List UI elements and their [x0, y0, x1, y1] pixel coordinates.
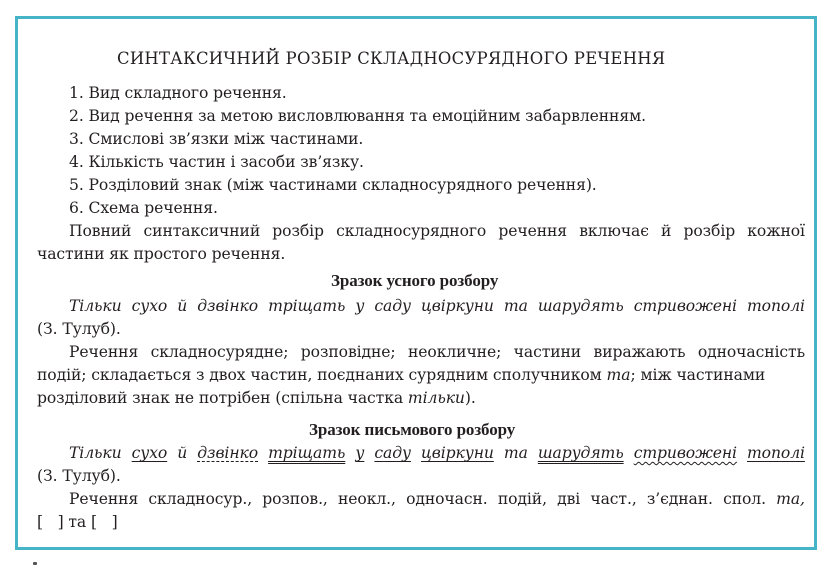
step-1: 1. Вид складного речення. [69, 84, 287, 102]
step-5: 5. Розділовий знак (між частинами складносурядного речення). [69, 176, 597, 194]
scheme-close-bracket-2: ] [111, 513, 118, 531]
oral-analysis-line-1: Речення складносурядне; розповідне; неокличне; частини виражають одночасність [69, 343, 805, 361]
note-line-2: частини як простого речення. [37, 245, 286, 263]
sentence-scheme [37, 511, 118, 533]
written-example-line-1: Тільки сухо й дзвінко тріщать у саду цвіркуни та шарудять стривожені тополі [69, 444, 805, 462]
rule-box [15, 16, 817, 550]
oral-example-line-2: (З. Тулуб). [37, 320, 121, 338]
scheme-close-bracket-1: ] [57, 513, 64, 531]
page-title: СИНТАКСИЧНИЙ РОЗБІР СКЛАДНОСУРЯДНОГО РЕЧЕННЯ [117, 49, 666, 68]
step-4: 4. Кількість частин і засоби зв’язку. [69, 153, 364, 171]
scheme-conjunction: та [68, 513, 87, 531]
written-heading: Зразок письмового розбору [309, 420, 516, 439]
oral-heading: Зразок усного розбору [331, 271, 499, 290]
oral-example-line-1: Тільки сухо й дзвінко тріщать у саду цвіркуни та шарудять стривожені тополі [69, 297, 805, 315]
oral-analysis-line-3: розділовий знак не потрібен (спільна частка тільки). [37, 389, 476, 407]
oral-analysis-line-2: подій; складається з двох частин, поєднаних сурядним сполучником та; між частинами [37, 366, 766, 384]
scheme-open-bracket-1: [ [37, 513, 43, 531]
note-line-1: Повний синтаксичний розбір складносурядного речення включає й розбір кожної [69, 222, 805, 240]
written-analysis-line-1: Речення складносур., розпов., неокл., одночасн. подій, дві част., з’єднан. спол. та, [69, 490, 805, 508]
scheme-open-bracket-2: [ [91, 513, 97, 531]
written-example-line-2: (З. Тулуб). [37, 467, 121, 485]
step-3: 3. Смислові зв’язки між частинами. [69, 130, 364, 148]
step-6: 6. Схема речення. [69, 199, 218, 217]
step-2: 2. Вид речення за метою висловлювання та емоційним забарвленням. [69, 107, 646, 125]
page-edge-mark [33, 562, 37, 565]
